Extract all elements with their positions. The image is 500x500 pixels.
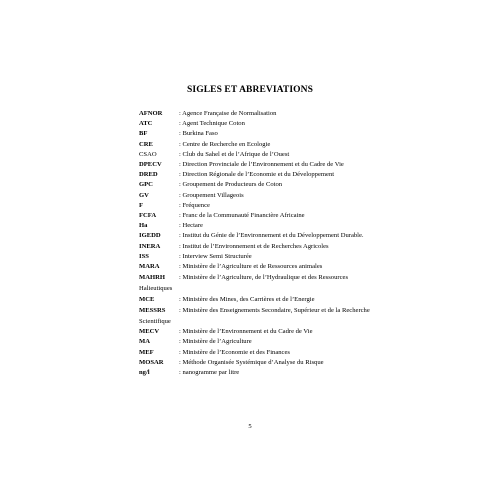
abbreviation-row [139, 170, 371, 180]
abbreviation-definition: : Ministère de l’Environnement et du Cadre de Vie [179, 328, 313, 336]
abbreviation-row [139, 129, 371, 139]
abbreviation-term: CSAO [139, 150, 157, 158]
abbreviation-definition: : Franc de la Communauté Financière Africaine [179, 212, 305, 220]
abbreviation-row [139, 221, 371, 231]
abbreviation-term: MAHRH [139, 274, 166, 282]
abbreviation-row [139, 252, 371, 262]
abbreviation-row [139, 368, 371, 378]
abbreviation-definition: : Groupement de Producteurs de Coton [179, 181, 283, 189]
abbreviation-definition: : Institut du Génie de l’Environnement et du Développement Durable. [179, 232, 364, 240]
abbreviation-row [139, 262, 371, 272]
abbreviation-definition: : Ministère de l’Agriculture [179, 338, 252, 346]
abbreviation-definition: : Agent Technique Coton [179, 120, 245, 128]
abbreviation-definition: : Ministère des Mines, des Carrières et de l’Energie [179, 295, 315, 303]
abbreviation-definition: : Institut de l’Environnement et de Recherches Agricoles [179, 242, 329, 250]
abbreviation-definition: : Interview Semi Structurée [179, 252, 252, 260]
abbreviation-definition: : Direction Régionale de l’Economie et du Développement [179, 171, 335, 179]
abbreviation-term: IGEDD [139, 232, 161, 240]
abbreviation-definition: : nanogramme par litre [179, 369, 240, 377]
abbreviation-term: AFNOR [139, 110, 163, 117]
abbreviation-term: F [139, 201, 144, 209]
abbreviation-row [139, 109, 371, 119]
abbreviation-term: ATC [139, 120, 153, 128]
abbreviation-term: FCFA [139, 212, 157, 220]
abbreviation-definition: : Centre de Recherche en Ecologie [179, 140, 271, 148]
abbreviation-row [139, 337, 371, 347]
abbreviation-row [139, 191, 371, 201]
abbreviation-row [139, 140, 371, 150]
abbreviation-definition: : Ministère de l’Economie et des Finances [179, 348, 290, 356]
abbreviation-row [139, 180, 371, 190]
abbreviation-term: INERA [139, 242, 161, 250]
abbreviation-definition: : Fréquence [179, 201, 210, 209]
abbreviation-row [139, 242, 371, 252]
abbreviation-definition: : Hectare [179, 222, 203, 230]
abbreviation-term: MARA [139, 263, 160, 271]
abbreviation-term: GV [139, 191, 149, 199]
abbreviation-term: CRE [139, 140, 153, 148]
abbreviation-term: ISS [139, 252, 149, 260]
abbreviation-term: MA [139, 338, 150, 346]
abbreviation-definition: : Direction Provinciale de l’Environnement et du Cadre de Vie [179, 161, 344, 169]
abbreviation-term: Ha [139, 222, 148, 230]
abbreviation-term: DRED [139, 171, 158, 179]
abbreviation-definition: : Burkina Faso [179, 130, 218, 138]
abbreviation-row [139, 119, 371, 129]
abbreviation-term: BF [139, 130, 148, 138]
abbreviation-row [139, 272, 371, 294]
abbreviation-term: GPC [139, 181, 153, 189]
abbreviation-definition: : Ministère de l’Agriculture, de l’Hydraulique et des Ressources Halieutiques [139, 274, 349, 293]
page-number: 5 [248, 423, 252, 430]
abbreviation-term: MECV [139, 328, 160, 336]
abbreviation-row [139, 211, 371, 221]
abbreviation-term: MCE [139, 295, 155, 303]
abbreviation-row [139, 348, 371, 358]
abbreviation-term: MESSRS [139, 306, 166, 314]
abbreviation-definition: : Méthode Organisée Systémique d’Analyse du Risque [179, 358, 324, 366]
abbreviation-definition: : Ministère de l’Agriculture et de Ressources animales [179, 263, 323, 271]
abbreviation-row [139, 150, 371, 160]
abbreviation-definition: : Groupement Villageois [179, 191, 244, 199]
abbreviation-definition: : Ministère des Enseignements Secondaire, Supérieur et de la Recherche Scientifique [139, 306, 370, 326]
abbreviation-row [139, 201, 371, 211]
abbreviation-list [139, 109, 371, 378]
abbreviation-term: MEF [139, 348, 154, 356]
abbreviation-definition: : Agence Française de Normalisation [179, 110, 277, 117]
abbreviation-term: ng/l [139, 369, 150, 377]
abbreviation-row [139, 295, 371, 305]
abbreviation-row [139, 327, 371, 337]
abbreviation-definition: : Club du Sahel et de l’Afrique de l’Ouest [179, 150, 290, 158]
abbreviation-row [139, 231, 371, 241]
abbreviation-row [139, 305, 371, 327]
abbreviation-row [139, 358, 371, 368]
abbreviation-row [139, 160, 371, 170]
abbreviation-term: DPECV [139, 161, 162, 169]
page-title: SIGLES ET ABREVIATIONS [187, 85, 313, 95]
abbreviation-term: MOSAR [139, 358, 164, 366]
